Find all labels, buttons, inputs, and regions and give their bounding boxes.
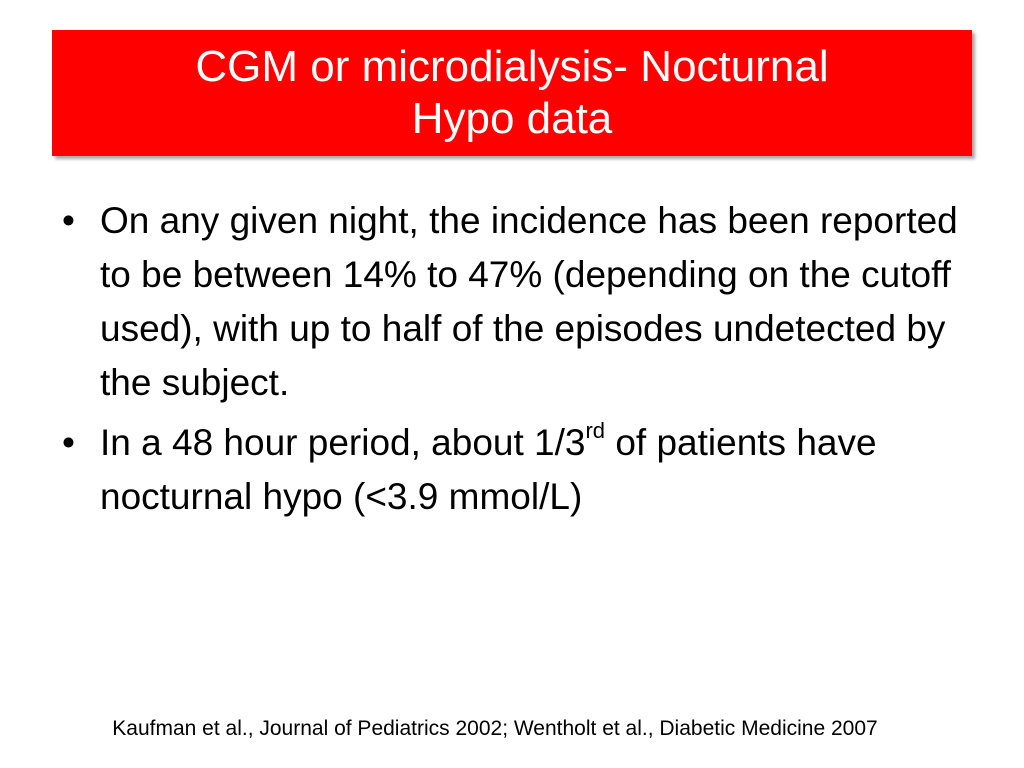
bullet-marker: • xyxy=(62,422,75,463)
slide-title-banner xyxy=(52,30,972,156)
bullet-text-2-start: In a 48 hour period, about 1/3 xyxy=(100,422,586,463)
slide-title-line-2: Hypo data xyxy=(411,94,613,143)
bullet-item-1 xyxy=(62,194,962,410)
bullet-list xyxy=(62,194,962,524)
slide-title-line-1: CGM or microdialysis- Nocturnal xyxy=(195,42,829,91)
bullet-text-2 xyxy=(100,416,962,524)
bullet-text-1: On any given night, the incidence has been reported to be between 14% to 47% (depending on the cutoff used), with up to half of the episodes undetected by the subject. xyxy=(100,200,958,403)
bullet-text-2-end: of patients have nocturnal hypo (<3.9 mmol/L) xyxy=(100,422,877,517)
ordinal-superscript: rd xyxy=(585,417,606,443)
bullet-marker: • xyxy=(62,200,75,241)
citation-footer: Kaufman et al., Journal of Pediatrics 2002; Wentholt et al., Diabetic Medicine 2007 xyxy=(112,717,878,740)
bullet-item-2 xyxy=(62,416,962,524)
